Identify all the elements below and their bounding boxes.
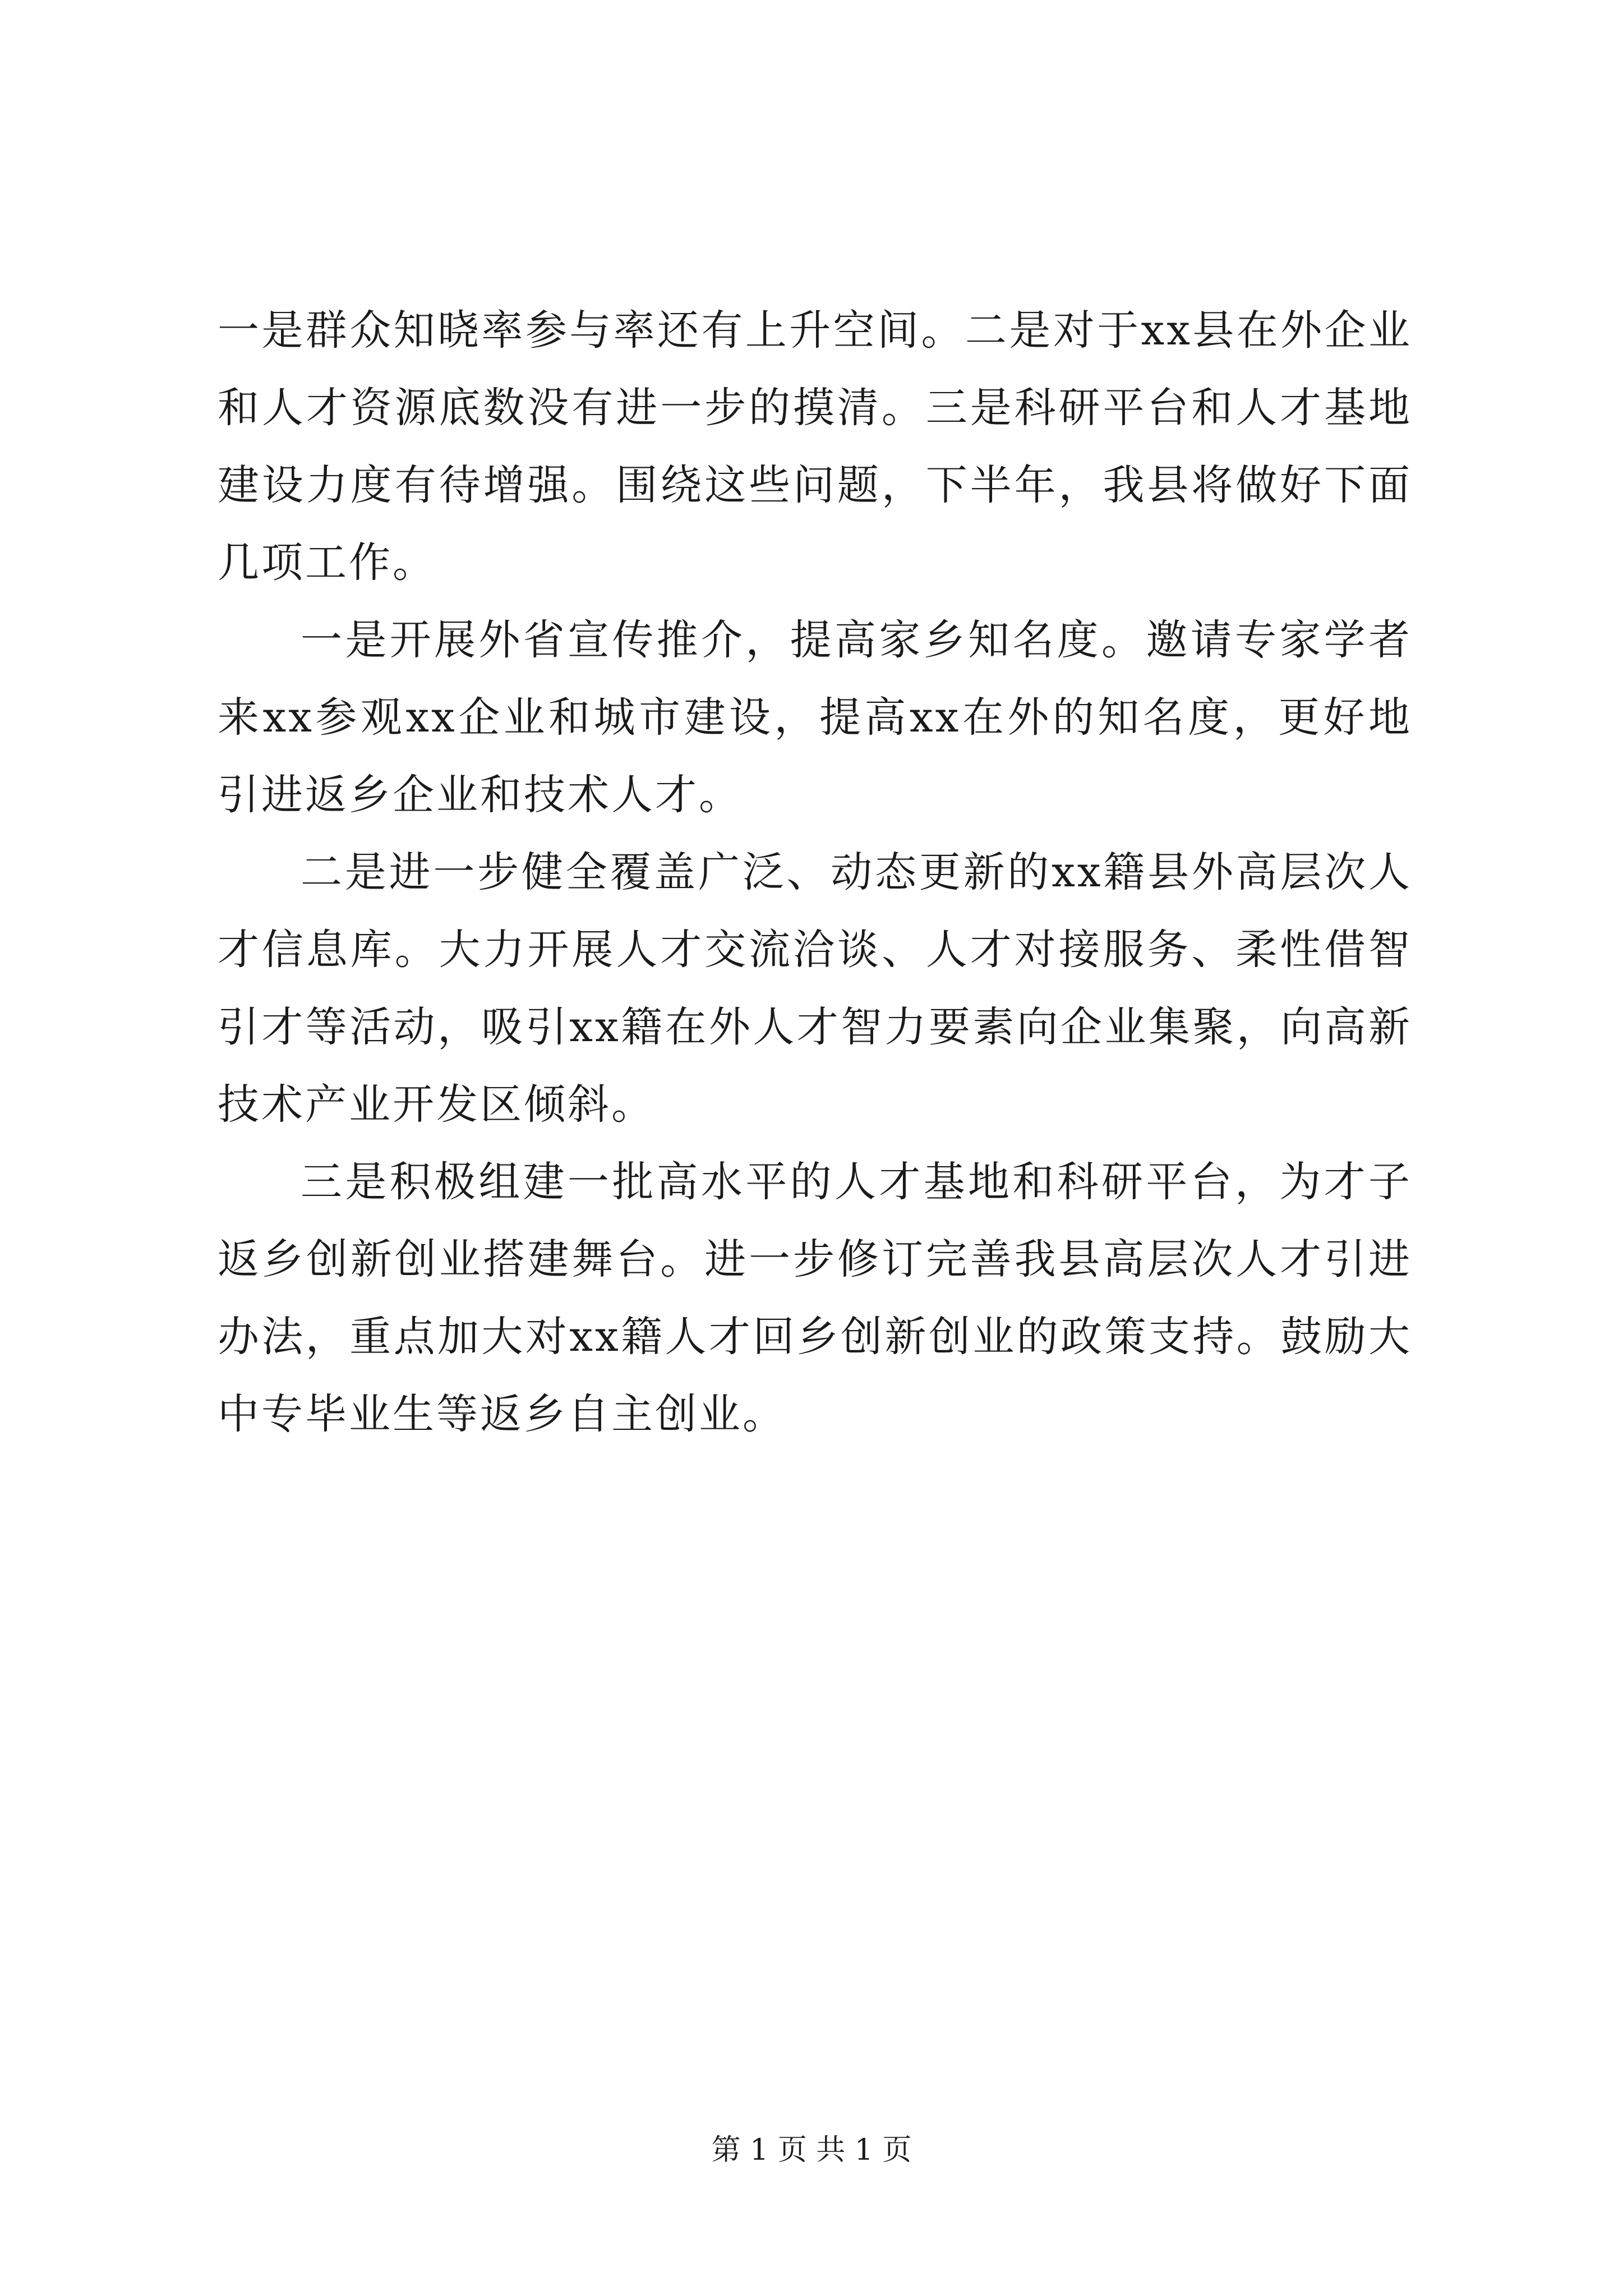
paragraph-item-2: 二是进一步健全覆盖广泛、动态更新的xx籍县外高层次人才信息库。大力开展人才交流洽谈、人才对接服务、柔性借智引才等活动，吸引xx籍在外人才智力要素向企业集聚，向高新技术产业开发区倾斜。 [218,848,1412,1129]
paragraph-continuation: 一是群众知晓率参与率还有上升空间。二是对于xx县在外企业和人才资源底数没有进一步的摸清。三是科研平台和人才基地建设力度有待增强。围绕这些问题，下半年，我县将做好下面几项工作。 [218,306,1412,587]
document-body [218,292,1412,1453]
paragraph-item-3: 三是积极组建一批高水平的人才基地和科研平台，为才子返乡创新创业搭建舞台。进一步修订完善我县高层次人才引进办法，重点加大对xx籍人才回乡创新创业的政策支持。鼓励大中专毕业生等返乡自主创业。 [218,1158,1412,1438]
paragraph-item-1: 一是开展外省宣传推介，提高家乡知名度。邀请专家学者来xx参观xx企业和城市建设，提高xx在外的知名度，更好地引进返乡企业和技术人才。 [218,616,1412,819]
page-number-footer: 第 1 页 共 1 页 [711,2133,912,2167]
